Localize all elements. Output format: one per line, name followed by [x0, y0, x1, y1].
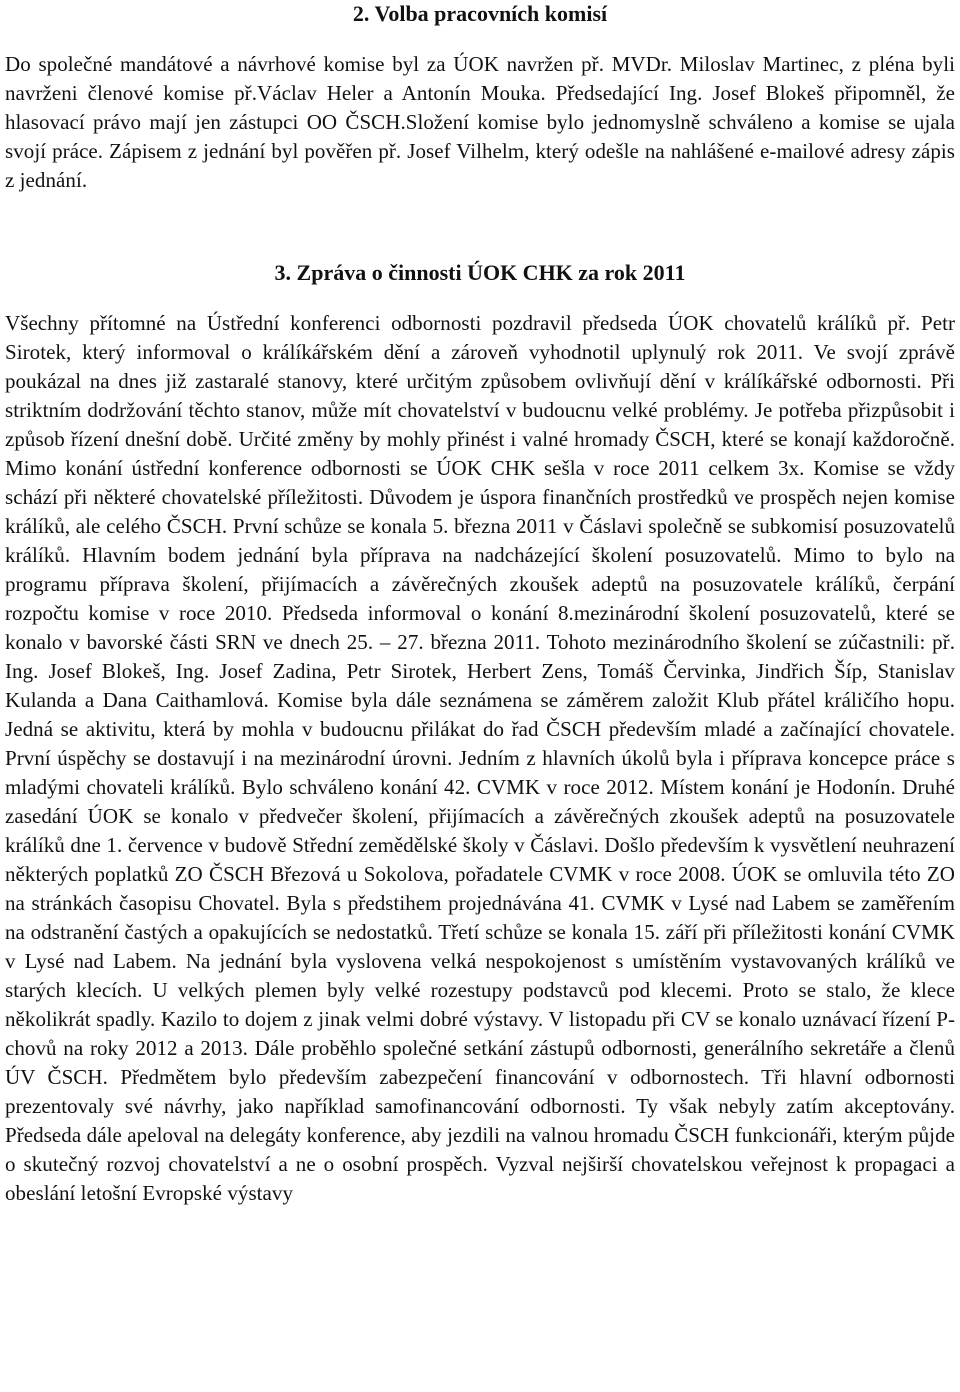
section-3-heading: 3. Zpráva o činnosti ÚOK CHK za rok 2011 — [274, 260, 686, 285]
section-2-paragraph: Do společné mandátové a návrhové komise byl za ÚOK navržen př. MVDr. Miloslav Martinec, z pléna byli navrženi členové komise př.Václav Heler a Antonín Mouka. Předsedající Ing. Josef Blokeš připomněl, že hlasovací právo mají jen zástupci OO ČSCH.Složení komise bylo jednomyslně schváleno a komise se ujala svojí práce. Zápisem z jednání byl pověřen př. Josef Vilhelm, který odešle na nahlášené e-mailové adresy zápis z jednání. — [5, 52, 955, 192]
section-3-paragraph: Všechny přítomné na Ústřední konferenci odbornosti pozdravil předseda ÚOK chovatelů králíků př. Petr Sirotek, který informoval o králíkářském dění a zároveň vyhodnotil uplynulý rok 2011. Ve svojí zprávě poukázal na dnes již zastaralé stanovy, které určitým způsobem ovlivňují dění v králíkářské odbornosti. Při striktním dodržování těchto stanov, může mít chovatelství v budoucnu velké problémy. Je potřeba přizpůsobit i způsob řízení dnešní době. Určité změny by mohly přinést i valné hromady ČSCH, které se konají každoročně. Mimo konání ústřední konference odbornosti se ÚOK CHK sešla v roce 2011 celkem 3x. Komise se vždy schází při některé chovatelské příležitosti. Důvodem je úspora finančních prostředků ve prospěch nejen komise králíků, ale celého ČSCH. První schůze se konala 5. března 2011 v Čáslavi společně se subkomisí posuzovatelů králíků. Hlavním bodem jednání byla příprava na nadcházející školení posuzovatelů. Mimo to bylo na programu příprava školení, přijímacích a závěrečných zkoušek adeptů na posuzovatele králíků, čerpání rozpočtu komise v roce 2010. Předseda informoval o konání 8.mezinárodní školení posuzovatelů, které se konalo v bavorské části SRN ve dnech 25. – 27. března 2011. Tohoto mezinárodního školení se zúčastnili: př. Ing. Josef Blokeš, Ing. Josef Zadina, Petr Sirotek, Herbert Zens, Tomáš Červinka, Jindřich Šíp, Stanislav Kulanda a Dana Caithamlová. Komise byla dále seznámena se záměrem založit Klub přátel králičího hopu. Jedná se aktivitu, která by mohla v budoucnu přilákat do řad ČSCH především mladé a začínající chovatele. První úspěchy se dostavují i na mezinárodní úrovni. Jedním z hlavních úkolů byla i příprava koncepce práce s mladými chovateli králíků. Bylo schváleno konání 42. CVMK v roce 2012. Místem konání je Hodonín. Druhé zasedání ÚOK se konalo v předvečer školení, přijímacích a závěrečných zkoušek adeptů na posuzovatele králíků dne 1. července v budově Střední zemědělské školy v Čáslavi. Došlo především k vysvětlení neuhrazení některých poplatků ZO ČSCH Březová u Sokolova, pořadatele CVMK v roce 2008. ÚOK se omluvila této ZO na stránkách časopisu Chovatel. Byla s předstihem projednávána 41. CVMK v Lysé nad Labem se zaměřením na odstranění častých a opakujících se nedostatků. Třetí schůze se konala 15. září při příležitosti konání CVMK v Lysé nad Labem. Na jednání byla vyslovena velká nespokojenost s umístěním vystavovaných králíků ve starých klecích. U velkých plemen byly velké rozestupy podstavců pod klecemi. Proto se stalo, že klece několikrát spadly. Kazilo to dojem z jinak velmi dobré výstavy. V listopadu při CV se konalo uznávací řízení P- chovů na roky 2012 a 2013. Dále proběhlo společné setkání zástupů odbornosti, generálního sekretáře a členů ÚV ČSCH. Předmětem bylo především zabezpečení financování v odbornostech. Tři hlavní odbornosti prezentovaly své návrhy, jako například samofinancování odbornosti. Ty však nebyly zatím akceptovány. Předseda dále apeloval na delegáty konference, aby jezdili na valnou hromadu ČSCH funkcionáři, kterým půjde o skutečný rozvoj chovatelství a ne o osobní prospěch. Vyzval nejširší chovatelskou veřejnost k propagaci a obeslání letošní Evropské výstavy — [5, 311, 955, 1205]
document-page — [5, 0, 955, 1392]
section-2-heading: 2. Volba pracovních komisí — [352, 1, 608, 26]
